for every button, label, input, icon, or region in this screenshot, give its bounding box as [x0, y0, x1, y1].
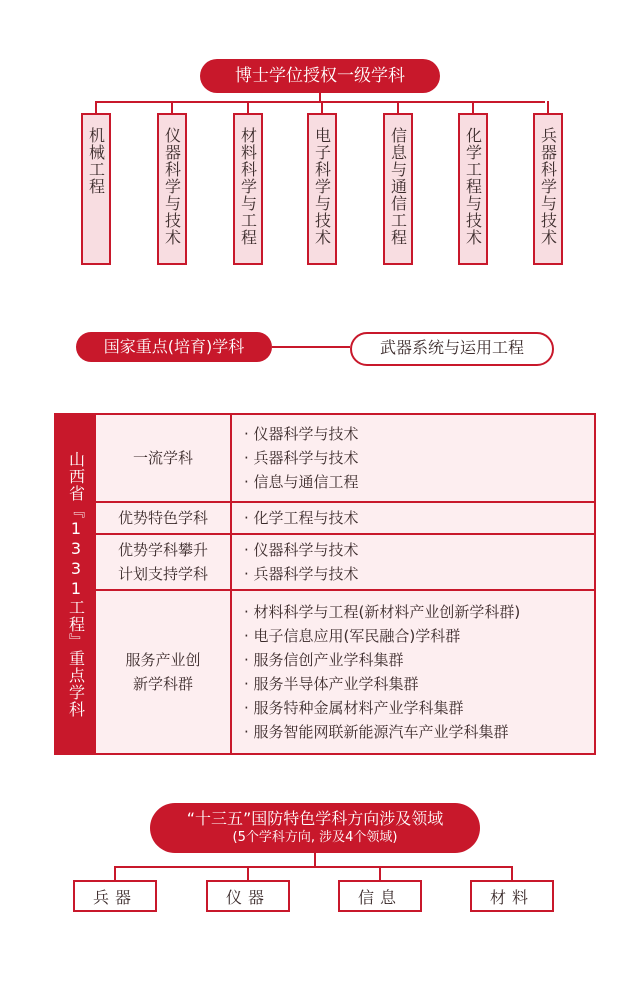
defense-connector-horizontal — [115, 866, 513, 868]
discipline-connector — [247, 101, 249, 113]
row-items — [232, 535, 594, 589]
national-key-label: 国家重点(培育)学科 — [76, 332, 272, 362]
list-item: · 兵器科学与技术 — [244, 565, 359, 583]
discipline-label: 材料科学与工程 — [238, 127, 258, 246]
discipline-connector — [321, 101, 323, 113]
discipline-label: 电子科学与技术 — [312, 127, 332, 246]
discipline-box — [233, 113, 263, 265]
defense-subtitle: (5个学科方向, 涉及4个领域) — [232, 830, 398, 845]
discipline-label: 机械工程 — [86, 127, 106, 195]
discipline-connector — [171, 101, 173, 113]
list-item: · 仪器科学与技术 — [244, 425, 359, 443]
discipline-connector — [547, 101, 549, 113]
discipline-box — [383, 113, 413, 265]
field-box: 兵器 — [73, 880, 157, 912]
list-item: · 服务信创产业学科集群 — [244, 651, 404, 669]
discipline-connector — [397, 101, 399, 113]
discipline-label: 兵器科学与技术 — [538, 127, 558, 246]
discipline-box — [533, 113, 563, 265]
province-side-label: 山西省『1331工程』重点学科 — [56, 415, 96, 753]
discipline-label: 仪器科学与技术 — [162, 127, 182, 246]
row-items — [232, 591, 594, 753]
defense-title-pill — [150, 803, 480, 853]
national-connector — [272, 346, 350, 348]
field-connector — [114, 866, 116, 880]
discipline-label: 信息与通信工程 — [388, 127, 408, 246]
list-item: · 服务半导体产业学科集群 — [244, 675, 419, 693]
field-connector — [247, 866, 249, 880]
discipline-connector — [95, 101, 97, 113]
discipline-label: 化学工程与技术 — [463, 127, 483, 246]
row-category: 优势学科攀升计划支持学科 — [96, 535, 232, 589]
list-item: · 电子信息应用(军民融合)学科群 — [244, 627, 461, 645]
row-items — [232, 503, 594, 533]
list-item: · 服务特种金属材料产业学科集群 — [244, 699, 464, 717]
field-connector — [379, 866, 381, 880]
row-items — [232, 415, 594, 501]
defense-connector-vertical — [314, 853, 316, 867]
list-item: · 材料科学与工程(新材料产业创新学科群) — [244, 603, 521, 621]
list-item: · 服务智能网联新能源汽车产业学科集群 — [244, 723, 509, 741]
province-table — [54, 413, 596, 755]
list-item: · 兵器科学与技术 — [244, 449, 359, 467]
doctoral-title: 博士学位授权一级学科 — [200, 59, 440, 93]
discipline-box — [81, 113, 111, 265]
discipline-connector — [472, 101, 474, 113]
row-category: 服务产业创新学科群 — [96, 591, 232, 753]
national-key-value: 武器系统与运用工程 — [350, 332, 554, 366]
list-item: · 化学工程与技术 — [244, 509, 359, 527]
row-category: 优势特色学科 — [96, 503, 232, 533]
field-box: 仪器 — [206, 880, 290, 912]
defense-title: “十三五”国防特色学科方向涉及领域 — [186, 809, 444, 828]
discipline-box — [458, 113, 488, 265]
list-item: · 仪器科学与技术 — [244, 541, 359, 559]
row-category: 一流学科 — [96, 415, 232, 501]
field-connector — [511, 866, 513, 880]
list-item: · 信息与通信工程 — [244, 473, 359, 491]
field-box: 信息 — [338, 880, 422, 912]
discipline-box — [307, 113, 337, 265]
discipline-box — [157, 113, 187, 265]
field-box: 材料 — [470, 880, 554, 912]
